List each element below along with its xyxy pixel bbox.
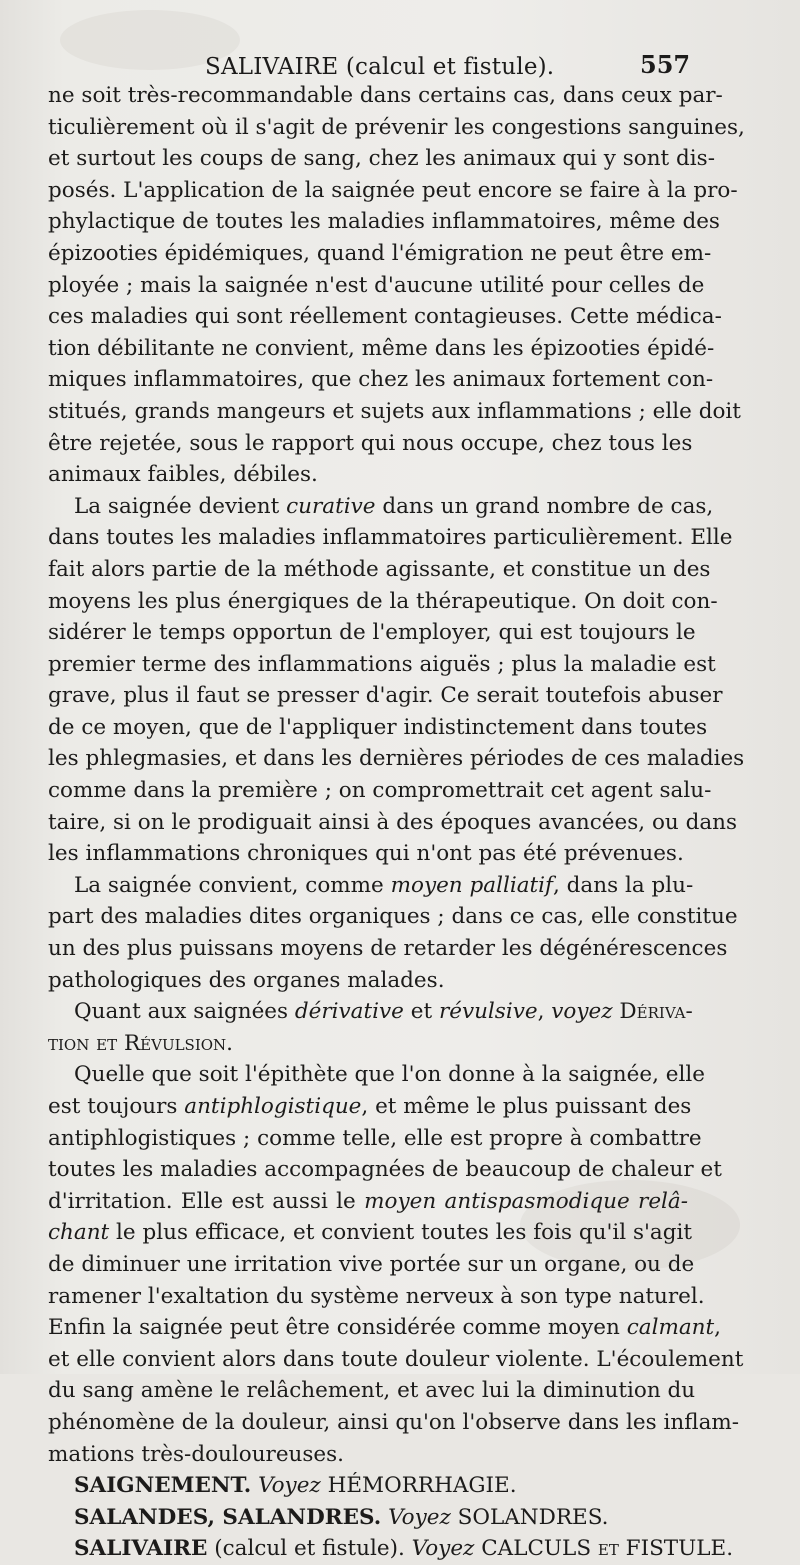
running-title: SALIVAIRE (calcul et fistule).: [205, 54, 555, 80]
text-line: La saignée convient, comme moyen palliatif, dans la plu-: [74, 872, 694, 898]
text-line: d'irritation. Elle est aussi le moyen antispasmodique relâ-: [48, 1188, 688, 1214]
text-line: Enfin la saignée peut être considérée comme moyen calmant,: [48, 1315, 721, 1341]
italic-term: moyen antispasmodique relâ-: [364, 1188, 688, 1214]
text-line: grave, plus il faut se presser d'agir. Ce serait toutefois abuser: [48, 683, 723, 709]
text-line: taire, si on le prodiguait ainsi à des époques avancées, ou dans: [48, 809, 738, 835]
italic-term: voyez: [551, 999, 613, 1025]
italic-term: dérivative: [294, 999, 404, 1025]
entry-head: SALANDES, SALANDRES.: [74, 1504, 382, 1530]
text-line: stitués, grands mangeurs et sujets aux inflammations ; elle doit: [48, 398, 741, 424]
text-line: animaux faibles, débiles.: [48, 462, 318, 488]
cross-reference: CALCULS et FISTULE.: [481, 1536, 734, 1562]
text-line: un des plus puissans moyens de retarder les dégénérescences: [48, 936, 728, 962]
text-line: ticulièrement où il s'agit de prévenir les congestions sanguines,: [48, 114, 745, 140]
text-line: phénomène de la douleur, ainsi qu'on l'observe dans les inflam-: [48, 1409, 740, 1435]
text-line: posés. L'application de la saignée peut encore se faire à la pro-: [48, 177, 738, 203]
italic-term: curative: [286, 493, 376, 519]
text-line: et surtout les coups de sang, chez les animaux qui y sont dis-: [48, 146, 715, 172]
text-line: les inflammations chroniques qui n'ont pas été prévenues.: [48, 841, 684, 867]
text-line: ramener l'exaltation du système nerveux à son type naturel.: [48, 1283, 705, 1309]
text-line: de ce moyen, que de l'appliquer indistinctement dans toutes: [48, 714, 708, 740]
text-line: les phlegmasies, et dans les dernières périodes de ces maladies: [48, 746, 745, 772]
dictionary-entry: [48, 1470, 688, 1502]
text-line: ne soit très-recommandable dans certains cas, dans ceux par-: [48, 83, 723, 108]
text-line: tion et Révulsion.: [48, 1030, 234, 1056]
text-line: et elle convient alors dans toute douleur violente. L'écoulement: [48, 1346, 744, 1372]
text-line: moyens les plus énergiques de la thérapeutique. On doit con-: [48, 588, 718, 614]
text-line: du sang amène le relâchement, et avec lui la diminution du: [48, 1378, 696, 1404]
text-line: part des maladies dites organiques ; dans ce cas, elle constitue: [48, 904, 738, 930]
italic-term: antiphlogistique: [184, 1094, 362, 1119]
text-line: pathologiques des organes malades.: [48, 967, 445, 993]
entry-head: SAIGNEMENT.: [74, 1473, 252, 1499]
text-line: être rejetée, sous le rapport qui nous occupe, chez tous les: [48, 430, 693, 456]
text-line: mations très-douloureuses.: [48, 1441, 345, 1467]
text-line: fait alors partie de la méthode agissante, et constitue un des: [48, 556, 711, 582]
entry-head: SALIVAIRE: [74, 1536, 208, 1562]
page-number: 557: [640, 50, 691, 79]
cross-reference: HÉMORRHAGIE.: [327, 1473, 517, 1499]
text-line: de diminuer une irritation vive portée sur un organe, ou de: [48, 1251, 695, 1277]
italic-term: chant: [48, 1220, 110, 1246]
text-line: ployée ; mais la saignée n'est d'aucune utilité pour celles de: [48, 272, 705, 298]
text-line: toutes les maladies accompagnées de beaucoup de chaleur et: [48, 1157, 722, 1183]
text-line: comme dans la première ; on compromettrait cet agent salu-: [48, 778, 712, 804]
text-line: épizooties épidémiques, quand l'émigration ne peut être em-: [48, 240, 712, 266]
dictionary-entry: [48, 1502, 688, 1534]
text-line: La saignée devient curative dans un grand nombre de cas,: [74, 493, 714, 519]
text-line: est toujours antiphlogistique, et même le plus puissant des: [48, 1094, 692, 1119]
text-line: phylactique de toutes les maladies inflammatoires, même des: [48, 209, 720, 235]
text-line: antiphlogistiques ; comme telle, elle est propre à combattre: [48, 1125, 702, 1151]
entry-subtitle: (calcul et fistule).: [207, 1536, 412, 1562]
text-line: sidérer le temps opportun de l'employer, qui est toujours le: [48, 620, 696, 646]
text-line: dans toutes les maladies inflammatoires particulièrement. Elle: [48, 525, 733, 551]
text-line: Quelle que soit l'épithète que l'on donne à la saignée, elle: [74, 1062, 705, 1088]
text-line: ces maladies qui sont réellement contagieuses. Cette médica-: [48, 304, 722, 330]
italic-term: révulsive: [438, 999, 538, 1025]
text-line: Quant aux saignées dérivative et révulsive, voyez Dériva-: [74, 999, 693, 1025]
italic-term: calmant: [626, 1315, 715, 1341]
text-line: miques inflammatoires, que chez les animaux fortement con-: [48, 367, 714, 393]
italic-term: moyen palliatif: [390, 872, 553, 898]
voyez-label: Voyez: [258, 1473, 321, 1499]
text-line: premier terme des inflammations aiguës ; plus la maladie est: [48, 651, 716, 677]
dictionary-entry: [48, 1533, 734, 1565]
text-line: tion débilitante ne convient, même dans les épizooties épidé-: [48, 335, 715, 361]
voyez-label: Voyez: [388, 1504, 451, 1530]
cross-reference: SOLANDRES.: [457, 1504, 609, 1530]
voyez-label: Voyez: [411, 1536, 475, 1562]
text-line: chant le plus efficace, et convient toutes les fois qu'il s'agit: [48, 1220, 693, 1246]
page-body: [48, 80, 745, 1565]
